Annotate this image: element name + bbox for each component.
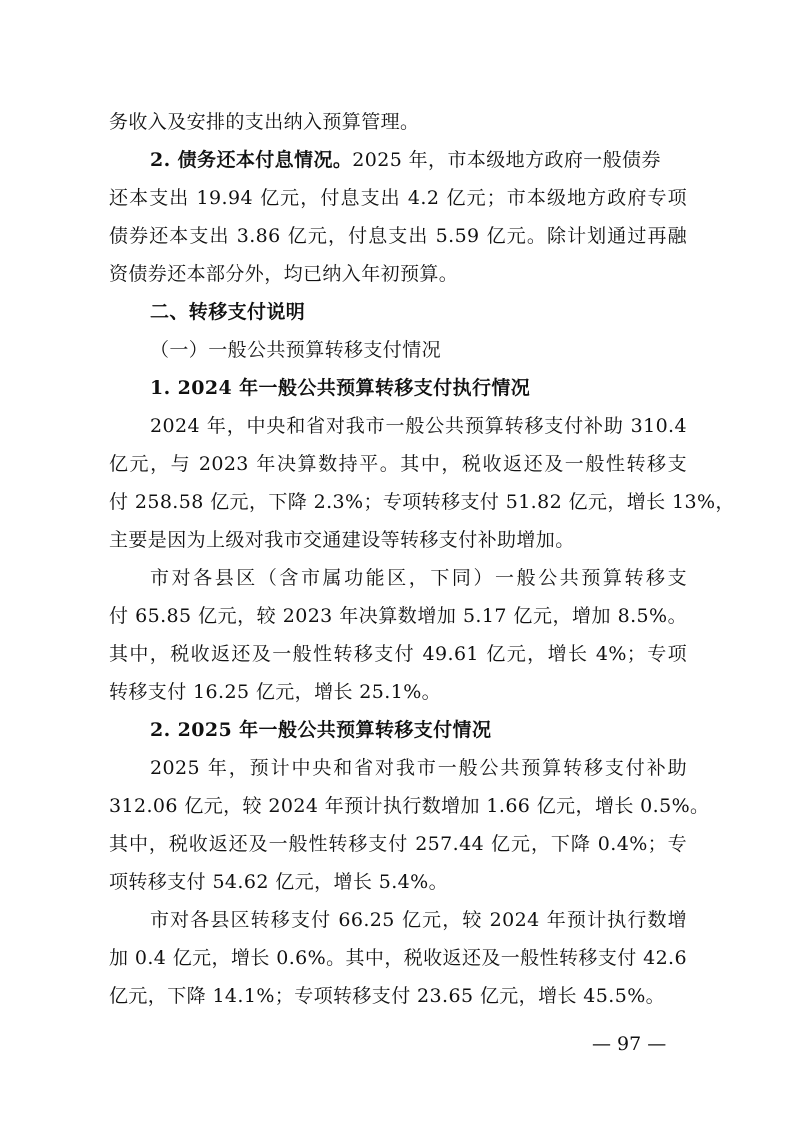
debt-section-heading: 2. 债务还本付息情况。 bbox=[150, 149, 353, 171]
paragraph-line: 其中，税收返还及一般性转移支付 257.44 亿元，下降 0.4%；专 bbox=[109, 833, 687, 855]
subsubsection-heading: 1. 2024 年一般公共预算转移支付执行情况 bbox=[150, 377, 531, 399]
paragraph-line: 付 258.58 亿元，下降 2.3%；专项转移支付 51.82 亿元，增长 13%， bbox=[109, 491, 735, 513]
debt-section-line bbox=[150, 144, 687, 177]
paragraph-line: 务收入及安排的支出纳入预算管理。 bbox=[109, 111, 420, 133]
debt-section-text: 2025 年，市本级地方政府一般债券 bbox=[352, 149, 661, 171]
section-heading: 二、转移支付说明 bbox=[150, 301, 306, 323]
paragraph-line: 亿元，下降 14.1%；专项转移支付 23.65 亿元，增长 45.5%。 bbox=[109, 985, 666, 1007]
paragraph-line: 项转移支付 54.62 亿元，增长 5.4%。 bbox=[109, 871, 448, 893]
subsection-heading: （一）一般公共预算转移支付情况 bbox=[150, 339, 442, 361]
paragraph-line: 资债券还本部分外，均已纳入年初预算。 bbox=[109, 263, 459, 285]
paragraph-line: 加 0.4 亿元，增长 0.6%。其中，税收返还及一般性转移支付 42.6 bbox=[109, 947, 687, 969]
page-number: — 97 — bbox=[592, 1033, 667, 1055]
paragraph-line: 主要是因为上级对我市交通建设等转移支付补助增加。 bbox=[109, 529, 575, 551]
paragraph-line: 转移支付 16.25 亿元，增长 25.1%。 bbox=[109, 681, 442, 703]
paragraph-line: 市对各县区（含市属功能区，下同）一般公共预算转移支 bbox=[150, 567, 687, 589]
paragraph-line: 亿元，与 2023 年决算数持平。其中，税收返还及一般性转移支 bbox=[109, 453, 687, 475]
paragraph-line: 付 65.85 亿元，较 2023 年决算数增加 5.17 亿元，增加 8.5%。 bbox=[109, 605, 687, 627]
paragraph-line: 其中，税收返还及一般性转移支付 49.61 亿元，增长 4%；专项 bbox=[109, 643, 687, 665]
paragraph-line: 市对各县区转移支付 66.25 亿元，较 2024 年预计执行数增 bbox=[150, 909, 687, 931]
paragraph-line: 债券还本支出 3.86 亿元，付息支出 5.59 亿元。除计划通过再融 bbox=[109, 225, 687, 247]
paragraph-line: 还本支出 19.94 亿元，付息支出 4.2 亿元；市本级地方政府专项 bbox=[109, 187, 687, 209]
subsubsection-heading: 2. 2025 年一般公共预算转移支付情况 bbox=[150, 719, 492, 741]
paragraph-line: 2024 年，中央和省对我市一般公共预算转移支付补助 310.4 bbox=[150, 415, 687, 437]
paragraph-line: 312.06 亿元，较 2024 年预计执行数增加 1.66 亿元，增长 0.5%。 bbox=[109, 795, 710, 817]
paragraph-line: 2025 年，预计中央和省对我市一般公共预算转移支付补助 bbox=[150, 757, 687, 779]
